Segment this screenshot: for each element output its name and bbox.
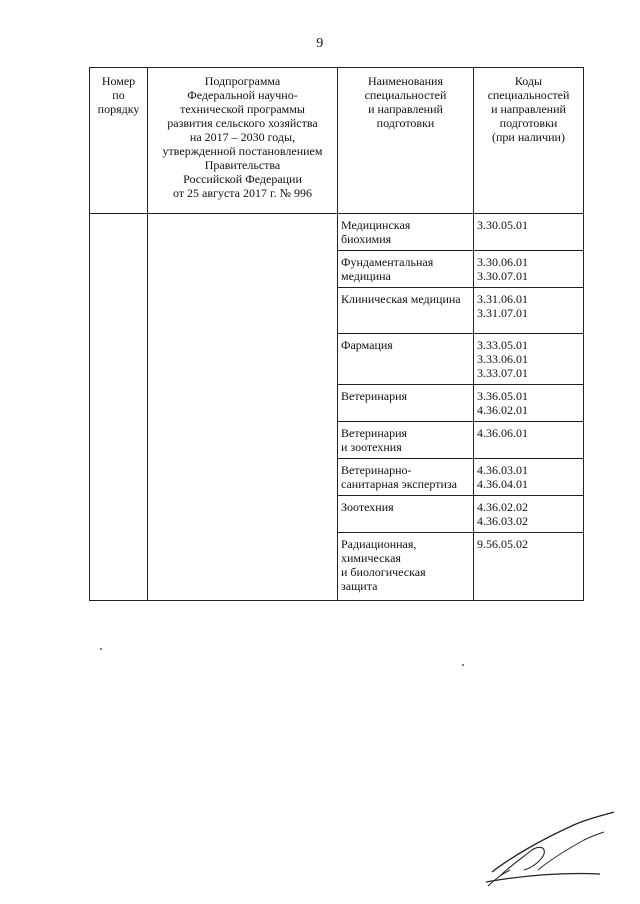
header-number: Номер по порядку (90, 68, 148, 214)
specialty-codes: 4.36.03.01 4.36.04.01 (474, 459, 584, 496)
subprogram-cell (148, 214, 338, 601)
specialty-codes: 4.36.06.01 (474, 422, 584, 459)
specialty-codes: 3.36.05.01 4.36.02.01 (474, 385, 584, 422)
specialty-codes: 3.33.05.01 3.33.06.01 3.33.07.01 (474, 334, 584, 385)
header-subprogram: Подпрограмма Федеральной научно- технической программы развития сельского хозяйства на 2017 – 2030 годы, утвержденной постановлением Правительства Российской Федерации от 25 августа 2017 г. № 996 (148, 68, 338, 214)
number-cell (90, 214, 148, 601)
header-specialty-names: Наименования специальностей и направлений подготовки (338, 68, 474, 214)
table-row (90, 214, 584, 251)
specialty-codes: 3.30.05.01 (474, 214, 584, 251)
specialty-name: Радиационная, химическая и биологическая защита (338, 533, 474, 601)
page-number: 9 (316, 36, 324, 51)
specialty-name: Ветеринарно- санитарная экспертиза (338, 459, 474, 496)
specialties-table (89, 67, 584, 601)
specialty-codes: 3.31.06.01 3.31.07.01 (474, 288, 584, 334)
specialty-name: Фармация (338, 334, 474, 385)
specialty-name: Зоотехния (338, 496, 474, 533)
specialty-codes: 3.30.06.01 3.30.07.01 (474, 251, 584, 288)
table-header-row (90, 68, 584, 214)
specialty-name: Ветеринария (338, 385, 474, 422)
specialty-codes: 9.56.05.02 (474, 533, 584, 601)
scan-speck (462, 664, 464, 666)
specialty-name: Фундаментальная медицина (338, 251, 474, 288)
header-specialty-codes: Коды специальностей и направлений подготовки (при наличии) (474, 68, 584, 214)
handwritten-signature (480, 810, 620, 890)
specialty-codes: 4.36.02.02 4.36.03.02 (474, 496, 584, 533)
scan-speck (100, 648, 102, 650)
specialty-name: Медицинская биохимия (338, 214, 474, 251)
specialty-name: Клиническая медицина (338, 288, 474, 334)
specialty-name: Ветеринария и зоотехния (338, 422, 474, 459)
